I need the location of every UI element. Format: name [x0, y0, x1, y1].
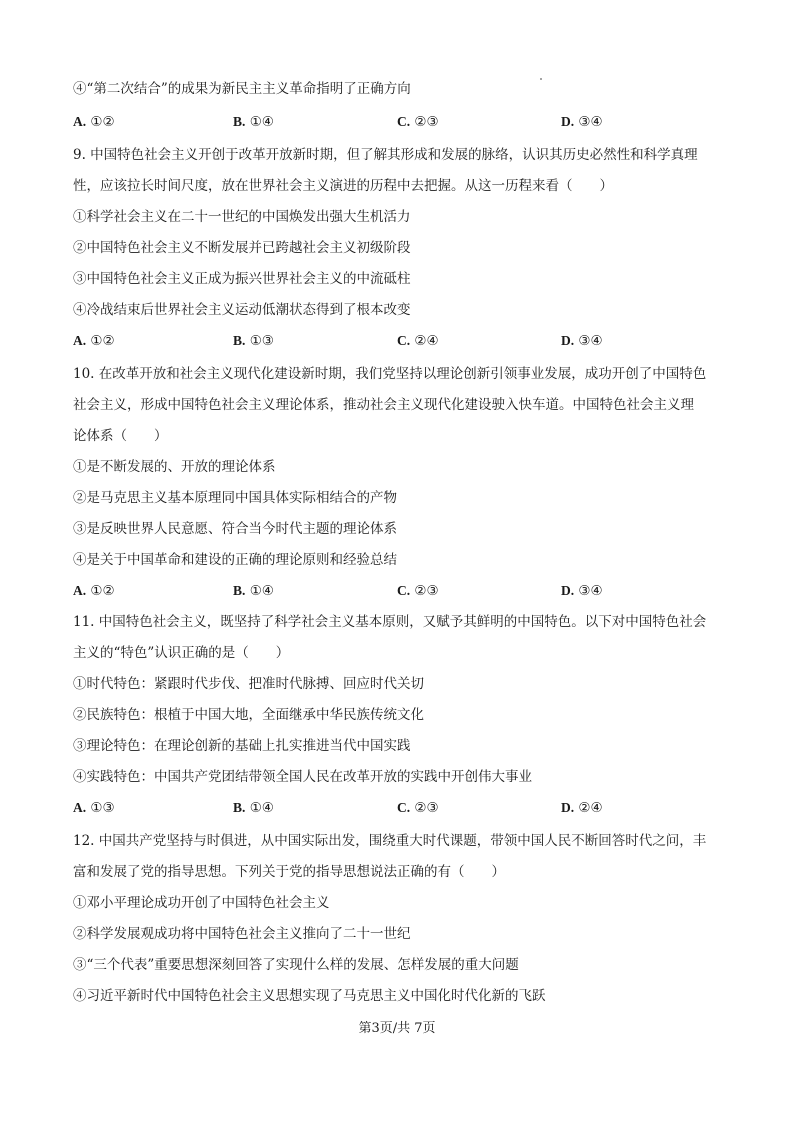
q10-stem-line-1: 10. 在改革开放和社会主义现代化建设新时期，我们党坚持以理论创新引领事业发展，成功开创了中国特色: [73, 366, 707, 382]
q10-item-1: ①是不断发展的、开放的理论体系: [73, 459, 276, 475]
q12-item-3: ③“三个代表”重要思想深刻回答了实现什么样的发展、怎样发展的重大问题: [73, 957, 519, 973]
q8-options: [73, 113, 723, 131]
option-a: A. ①③: [73, 800, 115, 816]
q12-stem-line-2: 富和发展了党的指导思想。下列关于党的指导思想说法正确的有（ ）: [73, 864, 505, 880]
q11-item-2: ②民族特色：根植于中国大地，全面继承中华民族传统文化: [73, 707, 424, 723]
option-d: D. ③④: [561, 114, 603, 130]
q11-stem-line-2: 主义的“特色”认识正确的是（ ）: [73, 645, 290, 661]
option-d: D. ③④: [561, 333, 603, 349]
q9-item-1: ①科学社会主义在二十一世纪的中国焕发出强大生机活力: [73, 209, 411, 225]
page-footer: 第3页/共 7页: [358, 1021, 436, 1036]
q12-item-4: ④习近平新时代中国特色社会主义思想实现了马克思主义中国化时代化新的飞跃: [73, 988, 546, 1004]
q11-item-4: ④实践特色：中国共产党团结带领全国人民在改革开放的实践中开创伟大事业: [73, 769, 532, 785]
option-d: D. ③④: [561, 583, 603, 599]
q10-item-2: ②是马克思主义基本原理同中国具体实际相结合的产物: [73, 490, 397, 506]
option-b: B. ①④: [233, 114, 274, 130]
q12-item-2: ②科学发展观成功将中国特色社会主义推向了二十一世纪: [73, 926, 411, 942]
option-c: C. ②③: [397, 114, 439, 130]
q9-options: [73, 332, 723, 350]
option-a: A. ①②: [73, 583, 115, 599]
option-b: B. ①④: [233, 800, 274, 816]
q11-stem-line-1: 11. 中国特色社会主义，既坚持了科学社会主义基本原则，又赋予其鲜明的中国特色。以下对中国特色社会: [73, 614, 707, 630]
option-a: A. ①②: [73, 333, 115, 349]
q12-item-1: ①邓小平理论成功开创了中国特色社会主义: [73, 895, 330, 911]
q9-stem-line-1: 9. 中国特色社会主义开创于改革开放新时期，但了解其形成和发展的脉络，认识其历史必然性和科学真理: [73, 147, 698, 163]
option-a: A. ①②: [73, 114, 115, 130]
option-b: B. ①③: [233, 333, 274, 349]
q9-item-3: ③中国特色社会主义正成为振兴世界社会主义的中流砥柱: [73, 271, 411, 287]
q10-item-3: ③是反映世界人民意愿、符合当今时代主题的理论体系: [73, 521, 397, 537]
option-c: C. ②③: [397, 800, 439, 816]
q10-item-4: ④是关于中国革命和建设的正确的理论原则和经验总结: [73, 552, 397, 568]
q11-item-3: ③理论特色：在理论创新的基础上扎实推进当代中国实践: [73, 738, 411, 754]
option-d: D. ②④: [561, 800, 603, 816]
option-b: B. ①④: [233, 583, 274, 599]
q8-item-4: ④“第二次结合”的成果为新民主主义革命指明了正确方向: [73, 81, 411, 97]
q11-options: [73, 799, 723, 817]
q11-item-1: ①时代特色：紧跟时代步伐、把准时代脉搏、回应时代关切: [73, 676, 424, 692]
q12-stem-line-1: 12. 中国共产党坚持与时俱进，从中国实际出发，围绕重大时代课题，带领中国人民不断回答时代之问，丰: [73, 833, 707, 849]
option-c: C. ②④: [397, 333, 439, 349]
q9-item-4: ④冷战结束后世界社会主义运动低潮状态得到了根本改变: [73, 302, 411, 318]
q10-options: [73, 582, 723, 600]
option-c: C. ②③: [397, 583, 439, 599]
q10-stem-line-3: 论体系（ ）: [73, 428, 168, 444]
q9-stem-line-2: 性，应该拉长时间尺度，放在世界社会主义演进的历程中去把握。从这一历程来看（ ）: [73, 178, 613, 194]
q9-item-2: ②中国特色社会主义不断发展并已跨越社会主义初级阶段: [73, 240, 411, 256]
q10-stem-line-2: 社会主义，形成中国特色社会主义理论体系，推动社会主义现代化建设驶入快车道。中国特色社会主义理: [73, 397, 694, 413]
